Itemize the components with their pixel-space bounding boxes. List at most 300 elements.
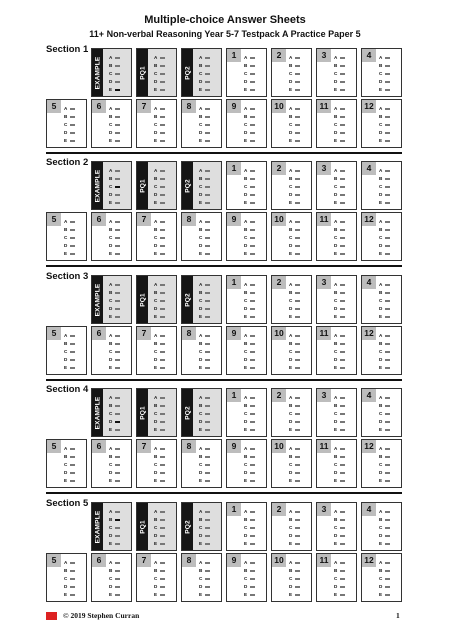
answer-bubble-e[interactable] (385, 89, 390, 91)
answer-bubble-c[interactable] (340, 186, 345, 188)
question-box[interactable] (46, 439, 87, 488)
answer-bubble-c[interactable] (250, 300, 255, 302)
answer-bubble-c[interactable] (115, 351, 120, 353)
answer-bubble-d[interactable] (340, 194, 345, 196)
answer-bubble-d[interactable] (340, 81, 345, 83)
answer-bubble-e[interactable] (340, 594, 345, 596)
answer-bubble-c[interactable] (385, 578, 390, 580)
answer-bubble-c[interactable] (115, 73, 120, 75)
answer-bubble-d[interactable] (385, 308, 390, 310)
answer-bubble-d[interactable] (385, 194, 390, 196)
answer-bubble-a[interactable] (115, 397, 120, 399)
answer-bubble-b[interactable] (295, 292, 300, 294)
question-box[interactable] (316, 326, 357, 375)
answer-bubble-e[interactable] (160, 429, 165, 431)
question-box[interactable] (46, 326, 87, 375)
answer-bubble-b[interactable] (295, 229, 300, 231)
answer-bubble-a[interactable] (115, 448, 120, 450)
question-box[interactable] (181, 99, 222, 148)
example-box[interactable] (91, 48, 132, 97)
answer-bubble-a[interactable] (340, 397, 345, 399)
answer-bubble-b[interactable] (385, 343, 390, 345)
answer-bubble-a[interactable] (250, 335, 255, 337)
question-box[interactable] (361, 326, 402, 375)
answer-bubble-e[interactable] (205, 480, 210, 482)
question-box[interactable] (136, 439, 177, 488)
answer-bubble-a[interactable] (385, 108, 390, 110)
question-box[interactable] (271, 212, 312, 261)
answer-bubble-e[interactable] (295, 480, 300, 482)
answer-bubble-b[interactable] (295, 178, 300, 180)
answer-bubble-d[interactable] (115, 194, 120, 196)
answer-bubble-e[interactable] (385, 429, 390, 431)
answer-bubble-a[interactable] (205, 562, 210, 564)
answer-bubble-a[interactable] (295, 562, 300, 564)
answer-bubble-a[interactable] (205, 170, 210, 172)
practice-question-box[interactable] (136, 161, 177, 210)
answer-bubble-c[interactable] (385, 237, 390, 239)
answer-bubble-c[interactable] (295, 351, 300, 353)
answer-bubble-c[interactable] (115, 413, 120, 415)
practice-question-box[interactable] (136, 275, 177, 324)
answer-bubble-b[interactable] (205, 116, 210, 118)
answer-bubble-d[interactable] (295, 535, 300, 537)
answer-bubble-c[interactable] (70, 351, 75, 353)
answer-bubble-d[interactable] (385, 472, 390, 474)
answer-bubble-a[interactable] (250, 108, 255, 110)
answer-bubble-d[interactable] (385, 421, 390, 423)
answer-bubble-b[interactable] (70, 343, 75, 345)
question-box[interactable] (316, 48, 357, 97)
answer-bubble-e[interactable] (385, 202, 390, 204)
answer-bubble-c[interactable] (385, 73, 390, 75)
answer-bubble-a[interactable] (385, 397, 390, 399)
answer-bubble-a[interactable] (385, 57, 390, 59)
answer-bubble-e[interactable] (250, 367, 255, 369)
answer-bubble-c[interactable] (250, 413, 255, 415)
answer-bubble-a[interactable] (205, 57, 210, 59)
answer-bubble-d[interactable] (385, 359, 390, 361)
answer-bubble-d[interactable] (160, 421, 165, 423)
answer-bubble-d[interactable] (250, 81, 255, 83)
answer-bubble-b[interactable] (115, 116, 120, 118)
answer-bubble-a[interactable] (295, 448, 300, 450)
answer-bubble-b[interactable] (115, 343, 120, 345)
answer-bubble-b[interactable] (115, 570, 120, 572)
answer-bubble-d[interactable] (115, 586, 120, 588)
answer-bubble-e[interactable] (250, 202, 255, 204)
answer-bubble-e[interactable] (340, 140, 345, 142)
answer-bubble-e[interactable] (115, 316, 120, 318)
answer-bubble-c[interactable] (70, 578, 75, 580)
answer-bubble-c[interactable] (295, 186, 300, 188)
answer-bubble-a[interactable] (295, 511, 300, 513)
answer-bubble-b[interactable] (250, 519, 255, 521)
answer-bubble-a[interactable] (160, 562, 165, 564)
answer-bubble-b[interactable] (205, 570, 210, 572)
answer-bubble-a[interactable] (70, 108, 75, 110)
answer-bubble-e[interactable] (295, 316, 300, 318)
answer-bubble-a[interactable] (250, 221, 255, 223)
answer-bubble-c[interactable] (205, 578, 210, 580)
answer-bubble-e[interactable] (115, 367, 120, 369)
answer-bubble-c[interactable] (70, 124, 75, 126)
answer-bubble-a[interactable] (160, 108, 165, 110)
answer-bubble-b[interactable] (340, 178, 345, 180)
practice-question-box[interactable] (181, 275, 222, 324)
answer-bubble-c[interactable] (70, 464, 75, 466)
answer-bubble-b[interactable] (385, 292, 390, 294)
answer-bubble-c[interactable] (205, 186, 210, 188)
answer-bubble-d[interactable] (115, 245, 120, 247)
answer-bubble-c[interactable] (250, 351, 255, 353)
answer-bubble-c[interactable] (160, 578, 165, 580)
answer-bubble-b[interactable] (385, 229, 390, 231)
answer-bubble-b[interactable] (340, 570, 345, 572)
answer-bubble-b[interactable] (295, 343, 300, 345)
question-box[interactable] (226, 439, 267, 488)
answer-bubble-a[interactable] (295, 57, 300, 59)
answer-bubble-b[interactable] (385, 456, 390, 458)
answer-bubble-a[interactable] (340, 511, 345, 513)
question-box[interactable] (91, 99, 132, 148)
answer-bubble-c[interactable] (295, 300, 300, 302)
answer-bubble-b[interactable] (295, 65, 300, 67)
answer-bubble-d[interactable] (250, 245, 255, 247)
question-box[interactable] (226, 99, 267, 148)
answer-bubble-e[interactable] (295, 89, 300, 91)
answer-bubble-b[interactable] (340, 229, 345, 231)
answer-bubble-d[interactable] (115, 421, 120, 423)
answer-bubble-c[interactable] (295, 237, 300, 239)
answer-bubble-d[interactable] (160, 194, 165, 196)
answer-bubble-b[interactable] (205, 456, 210, 458)
question-box[interactable] (361, 553, 402, 602)
answer-bubble-b[interactable] (340, 405, 345, 407)
answer-bubble-c[interactable] (340, 578, 345, 580)
question-box[interactable] (361, 212, 402, 261)
answer-bubble-d[interactable] (205, 586, 210, 588)
answer-bubble-c[interactable] (295, 464, 300, 466)
answer-bubble-a[interactable] (385, 221, 390, 223)
answer-bubble-d[interactable] (250, 194, 255, 196)
answer-bubble-b[interactable] (160, 229, 165, 231)
question-box[interactable] (226, 212, 267, 261)
answer-bubble-d[interactable] (340, 132, 345, 134)
answer-bubble-d[interactable] (205, 359, 210, 361)
answer-bubble-d[interactable] (205, 535, 210, 537)
answer-bubble-b[interactable] (205, 519, 210, 521)
answer-bubble-b[interactable] (385, 519, 390, 521)
answer-bubble-e[interactable] (340, 316, 345, 318)
answer-bubble-d[interactable] (160, 308, 165, 310)
answer-bubble-a[interactable] (160, 57, 165, 59)
answer-bubble-b[interactable] (295, 116, 300, 118)
answer-bubble-b[interactable] (295, 405, 300, 407)
answer-bubble-a[interactable] (115, 562, 120, 564)
answer-bubble-a[interactable] (115, 335, 120, 337)
answer-bubble-b[interactable] (205, 65, 210, 67)
answer-bubble-b[interactable] (70, 116, 75, 118)
answer-bubble-e[interactable] (70, 480, 75, 482)
answer-bubble-a[interactable] (160, 397, 165, 399)
answer-bubble-d[interactable] (295, 132, 300, 134)
answer-bubble-e[interactable] (295, 140, 300, 142)
answer-bubble-c[interactable] (160, 300, 165, 302)
answer-bubble-b[interactable] (115, 229, 120, 231)
answer-bubble-c[interactable] (340, 73, 345, 75)
answer-bubble-c[interactable] (205, 237, 210, 239)
answer-bubble-c[interactable] (385, 527, 390, 529)
answer-bubble-c[interactable] (160, 237, 165, 239)
answer-bubble-e[interactable] (205, 543, 210, 545)
answer-bubble-b[interactable] (385, 65, 390, 67)
answer-bubble-c[interactable] (160, 73, 165, 75)
answer-bubble-b[interactable] (115, 519, 120, 521)
answer-bubble-e[interactable] (295, 202, 300, 204)
answer-bubble-c[interactable] (115, 124, 120, 126)
answer-bubble-c[interactable] (385, 124, 390, 126)
answer-bubble-e[interactable] (115, 480, 120, 482)
answer-bubble-a[interactable] (340, 335, 345, 337)
answer-bubble-c[interactable] (340, 527, 345, 529)
answer-bubble-a[interactable] (340, 284, 345, 286)
answer-bubble-d[interactable] (340, 359, 345, 361)
answer-bubble-d[interactable] (250, 472, 255, 474)
practice-question-box[interactable] (181, 502, 222, 551)
answer-bubble-e[interactable] (160, 202, 165, 204)
answer-bubble-b[interactable] (70, 229, 75, 231)
answer-bubble-e[interactable] (340, 202, 345, 204)
answer-bubble-d[interactable] (250, 535, 255, 537)
answer-bubble-c[interactable] (295, 413, 300, 415)
answer-bubble-d[interactable] (70, 359, 75, 361)
answer-bubble-a[interactable] (115, 221, 120, 223)
example-box[interactable] (91, 275, 132, 324)
question-box[interactable] (226, 161, 267, 210)
answer-bubble-b[interactable] (160, 116, 165, 118)
answer-bubble-b[interactable] (250, 178, 255, 180)
answer-bubble-e[interactable] (250, 594, 255, 596)
answer-bubble-e[interactable] (115, 140, 120, 142)
answer-bubble-e[interactable] (70, 140, 75, 142)
answer-bubble-b[interactable] (250, 116, 255, 118)
answer-bubble-e[interactable] (250, 316, 255, 318)
answer-bubble-b[interactable] (70, 570, 75, 572)
answer-bubble-d[interactable] (385, 132, 390, 134)
answer-bubble-d[interactable] (205, 472, 210, 474)
answer-bubble-e[interactable] (160, 253, 165, 255)
answer-bubble-c[interactable] (250, 464, 255, 466)
answer-bubble-b[interactable] (385, 178, 390, 180)
question-box[interactable] (271, 553, 312, 602)
question-box[interactable] (271, 502, 312, 551)
answer-bubble-c[interactable] (160, 464, 165, 466)
answer-bubble-a[interactable] (70, 448, 75, 450)
question-box[interactable] (91, 439, 132, 488)
answer-bubble-a[interactable] (295, 284, 300, 286)
answer-bubble-d[interactable] (160, 81, 165, 83)
answer-bubble-a[interactable] (295, 170, 300, 172)
answer-bubble-d[interactable] (70, 245, 75, 247)
answer-bubble-a[interactable] (250, 511, 255, 513)
answer-bubble-a[interactable] (340, 108, 345, 110)
answer-bubble-a[interactable] (385, 448, 390, 450)
question-box[interactable] (226, 553, 267, 602)
question-box[interactable] (271, 275, 312, 324)
answer-bubble-c[interactable] (205, 413, 210, 415)
question-box[interactable] (316, 553, 357, 602)
answer-bubble-c[interactable] (205, 300, 210, 302)
answer-bubble-b[interactable] (115, 292, 120, 294)
answer-bubble-d[interactable] (385, 586, 390, 588)
practice-question-box[interactable] (181, 161, 222, 210)
practice-question-box[interactable] (136, 388, 177, 437)
question-box[interactable] (361, 388, 402, 437)
practice-question-box[interactable] (181, 388, 222, 437)
answer-bubble-e[interactable] (385, 140, 390, 142)
answer-bubble-c[interactable] (115, 464, 120, 466)
question-box[interactable] (136, 212, 177, 261)
question-box[interactable] (181, 553, 222, 602)
answer-bubble-c[interactable] (115, 578, 120, 580)
answer-bubble-c[interactable] (205, 73, 210, 75)
answer-bubble-d[interactable] (160, 472, 165, 474)
question-box[interactable] (361, 161, 402, 210)
answer-bubble-d[interactable] (340, 472, 345, 474)
answer-bubble-d[interactable] (115, 535, 120, 537)
answer-bubble-e[interactable] (205, 140, 210, 142)
answer-bubble-e[interactable] (250, 429, 255, 431)
answer-bubble-a[interactable] (385, 511, 390, 513)
answer-bubble-b[interactable] (115, 456, 120, 458)
answer-bubble-d[interactable] (295, 194, 300, 196)
answer-bubble-a[interactable] (70, 221, 75, 223)
answer-bubble-d[interactable] (340, 308, 345, 310)
answer-bubble-a[interactable] (250, 397, 255, 399)
answer-bubble-b[interactable] (160, 405, 165, 407)
answer-bubble-d[interactable] (295, 586, 300, 588)
answer-bubble-c[interactable] (70, 237, 75, 239)
answer-bubble-a[interactable] (205, 511, 210, 513)
question-box[interactable] (271, 161, 312, 210)
answer-bubble-a[interactable] (205, 108, 210, 110)
answer-bubble-d[interactable] (115, 359, 120, 361)
answer-bubble-d[interactable] (205, 308, 210, 310)
answer-bubble-e[interactable] (160, 594, 165, 596)
answer-bubble-a[interactable] (205, 221, 210, 223)
answer-bubble-b[interactable] (295, 519, 300, 521)
answer-bubble-d[interactable] (160, 535, 165, 537)
answer-bubble-b[interactable] (385, 570, 390, 572)
answer-bubble-e[interactable] (205, 594, 210, 596)
question-box[interactable] (271, 48, 312, 97)
answer-bubble-e[interactable] (205, 253, 210, 255)
answer-bubble-d[interactable] (340, 421, 345, 423)
question-box[interactable] (361, 275, 402, 324)
answer-bubble-e[interactable] (250, 140, 255, 142)
answer-bubble-a[interactable] (340, 448, 345, 450)
question-box[interactable] (361, 439, 402, 488)
answer-bubble-b[interactable] (385, 405, 390, 407)
question-box[interactable] (91, 326, 132, 375)
answer-bubble-d[interactable] (295, 472, 300, 474)
answer-bubble-d[interactable] (205, 421, 210, 423)
answer-bubble-c[interactable] (160, 186, 165, 188)
answer-bubble-a[interactable] (160, 335, 165, 337)
answer-bubble-c[interactable] (250, 73, 255, 75)
answer-bubble-a[interactable] (385, 335, 390, 337)
answer-bubble-b[interactable] (160, 519, 165, 521)
answer-bubble-b[interactable] (340, 65, 345, 67)
answer-bubble-a[interactable] (115, 170, 120, 172)
question-box[interactable] (361, 99, 402, 148)
answer-bubble-e[interactable] (250, 480, 255, 482)
answer-bubble-c[interactable] (340, 413, 345, 415)
answer-bubble-a[interactable] (250, 284, 255, 286)
answer-bubble-d[interactable] (250, 586, 255, 588)
practice-question-box[interactable] (136, 502, 177, 551)
answer-bubble-b[interactable] (205, 292, 210, 294)
question-box[interactable] (316, 388, 357, 437)
answer-bubble-e[interactable] (70, 253, 75, 255)
answer-bubble-c[interactable] (205, 124, 210, 126)
answer-bubble-d[interactable] (160, 245, 165, 247)
answer-bubble-a[interactable] (295, 397, 300, 399)
answer-bubble-d[interactable] (70, 472, 75, 474)
answer-bubble-e[interactable] (205, 367, 210, 369)
answer-bubble-c[interactable] (115, 186, 120, 188)
answer-bubble-e[interactable] (205, 202, 210, 204)
answer-bubble-e[interactable] (205, 89, 210, 91)
answer-bubble-d[interactable] (340, 245, 345, 247)
answer-bubble-e[interactable] (115, 594, 120, 596)
answer-bubble-d[interactable] (250, 132, 255, 134)
answer-bubble-e[interactable] (340, 480, 345, 482)
answer-bubble-e[interactable] (160, 89, 165, 91)
answer-bubble-e[interactable] (160, 480, 165, 482)
answer-bubble-a[interactable] (250, 57, 255, 59)
answer-bubble-e[interactable] (250, 89, 255, 91)
question-box[interactable] (271, 326, 312, 375)
practice-question-box[interactable] (181, 48, 222, 97)
answer-bubble-d[interactable] (115, 132, 120, 134)
answer-bubble-b[interactable] (340, 116, 345, 118)
answer-bubble-a[interactable] (115, 108, 120, 110)
question-box[interactable] (181, 439, 222, 488)
answer-bubble-a[interactable] (250, 448, 255, 450)
answer-bubble-a[interactable] (160, 170, 165, 172)
answer-bubble-e[interactable] (250, 543, 255, 545)
answer-bubble-e[interactable] (340, 367, 345, 369)
answer-bubble-c[interactable] (385, 464, 390, 466)
answer-bubble-d[interactable] (205, 132, 210, 134)
question-box[interactable] (136, 326, 177, 375)
answer-bubble-c[interactable] (115, 527, 120, 529)
answer-bubble-d[interactable] (115, 81, 120, 83)
answer-bubble-a[interactable] (250, 562, 255, 564)
answer-bubble-e[interactable] (115, 89, 120, 91)
answer-bubble-e[interactable] (70, 367, 75, 369)
answer-bubble-a[interactable] (70, 562, 75, 564)
answer-bubble-a[interactable] (205, 335, 210, 337)
answer-bubble-a[interactable] (340, 57, 345, 59)
answer-bubble-e[interactable] (295, 367, 300, 369)
question-box[interactable] (226, 48, 267, 97)
answer-bubble-a[interactable] (70, 335, 75, 337)
answer-bubble-a[interactable] (250, 170, 255, 172)
answer-bubble-b[interactable] (295, 570, 300, 572)
